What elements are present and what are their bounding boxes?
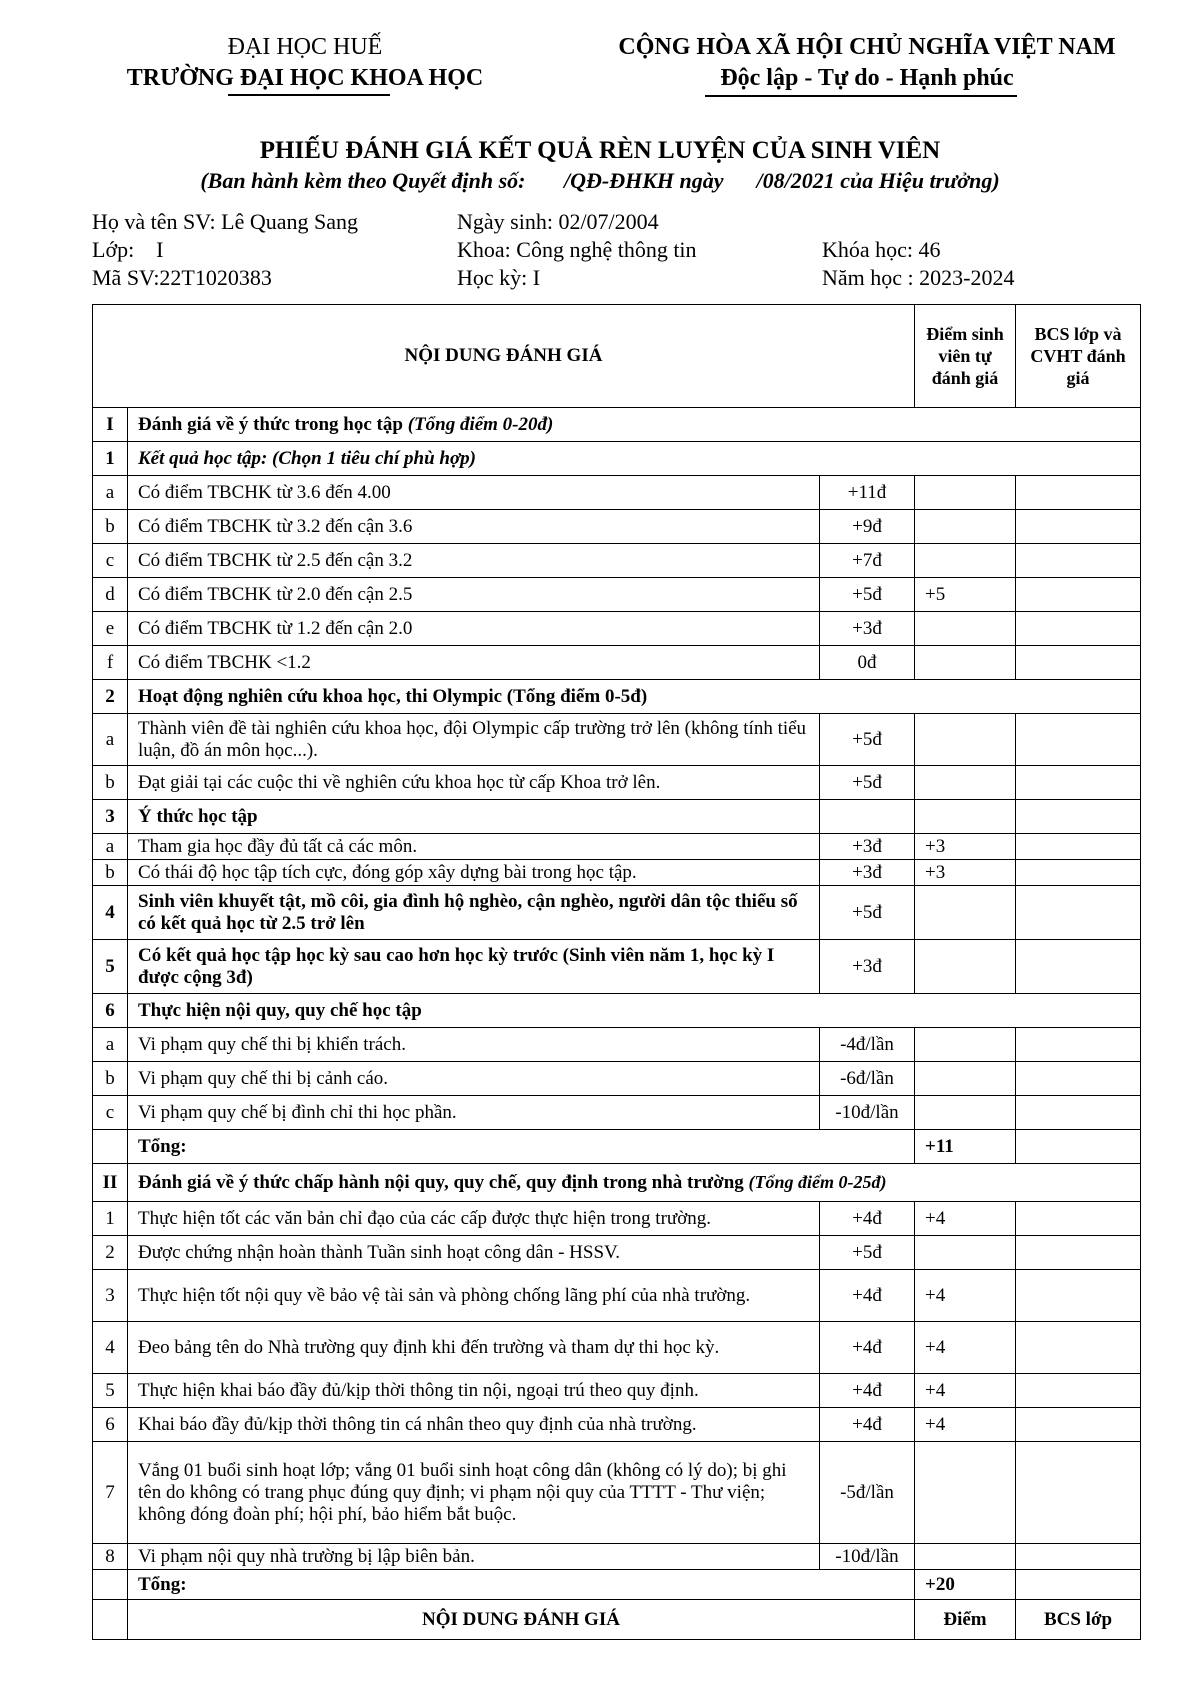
self-score-cell[interactable] (915, 1062, 1016, 1096)
row-number: 5 (93, 1374, 128, 1408)
section-row (93, 408, 1141, 442)
criterion-points: -6đ/lần (820, 1062, 915, 1096)
table-row (93, 1062, 1141, 1096)
criterion-text: Có thái độ học tập tích cực, đóng góp xây dựng bài trong học tập. (128, 860, 820, 886)
criterion-points: +11đ (820, 476, 915, 510)
bcs-score-cell[interactable] (1016, 612, 1141, 646)
criterion-points: +5đ (820, 578, 915, 612)
self-score-cell[interactable] (915, 612, 1016, 646)
row-number: a (93, 476, 128, 510)
row-number (93, 1570, 128, 1600)
page-subtitle: (Ban hành kèm theo Quyết định số: /QĐ-ĐHKH ngày /08/2021 của Hiệu trưởng) (200, 168, 1000, 193)
criterion-text: Có điểm TBCHK từ 3.2 đến cận 3.6 (128, 510, 820, 544)
bcs-score-cell[interactable] (1016, 860, 1141, 886)
criterion-text: Tham gia học đầy đủ tất cả các môn. (128, 834, 820, 860)
row-number: 2 (93, 680, 128, 714)
page-title: PHIẾU ĐÁNH GIÁ KẾT QUẢ RÈN LUYỆN CỦA SINH VIÊN (259, 137, 941, 164)
bcs-score-cell[interactable] (1016, 510, 1141, 544)
row-number: c (93, 1096, 128, 1130)
criterion-text: Thành viên đề tài nghiên cứu khoa học, đội Olympic cấp trường trở lên (không tính tiểu luận, đồ án môn học...). (128, 714, 820, 766)
criterion-points: +4đ (820, 1408, 915, 1442)
table-row (93, 646, 1141, 680)
table-row (93, 476, 1141, 510)
section-text: Đánh giá về ý thức trong học tập (138, 413, 408, 435)
bcs-score-cell[interactable] (1016, 1028, 1141, 1062)
bcs-score-cell[interactable] (1016, 476, 1141, 510)
section-note: (Tổng điểm 0-20đ) (407, 413, 554, 435)
bcs-score-cell[interactable] (1016, 544, 1141, 578)
bcs-score-cell[interactable] (1016, 1408, 1141, 1442)
criterion-points: +4đ (820, 1374, 915, 1408)
section-title (128, 408, 1141, 442)
row-number: 6 (93, 994, 128, 1028)
group-row (93, 800, 1141, 834)
criterion-text: Có điểm TBCHK từ 1.2 đến cận 2.0 (128, 612, 820, 646)
table-row (93, 1096, 1141, 1130)
criterion-text: Vi phạm quy chế thi bị khiển trách. (128, 1028, 820, 1062)
table-row (93, 1202, 1141, 1236)
self-score-cell[interactable] (915, 544, 1016, 578)
self-score-cell[interactable] (915, 646, 1016, 680)
row-number: 8 (93, 1544, 128, 1570)
criterion-points: +4đ (820, 1202, 915, 1236)
total-self-score[interactable]: +20 (915, 1570, 1016, 1600)
bcs-score-cell[interactable] (1016, 1202, 1141, 1236)
row-number: 2 (93, 1236, 128, 1270)
table-row (93, 714, 1141, 766)
section-row (93, 1164, 1141, 1202)
bcs-score-cell[interactable] (1016, 940, 1141, 994)
criterion-text: Thực hiện khai báo đầy đủ/kịp thời thông tin nội, ngoại trú theo quy định. (128, 1374, 820, 1408)
university-header (90, 32, 520, 94)
self-score-cell[interactable] (915, 1544, 1016, 1570)
student-id: Mã SV:22T1020383 (92, 265, 272, 290)
total-label: Tổng: (128, 1570, 915, 1600)
total-row (93, 1130, 1141, 1164)
self-score-cell[interactable] (915, 476, 1016, 510)
bcs-score-cell[interactable] (1016, 766, 1141, 800)
table-row (93, 1322, 1141, 1374)
criterion-points: +4đ (820, 1322, 915, 1374)
country-name: CỘNG HÒA XÃ HỘI CHỦ NGHĨA VIỆT NAM (618, 34, 1116, 60)
group-row (93, 442, 1141, 476)
criterion-points: -5đ/lần (820, 1442, 915, 1544)
self-score-cell[interactable]: +5 (915, 578, 1016, 612)
group-row (93, 994, 1141, 1028)
bcs-score-cell[interactable] (1016, 646, 1141, 680)
criterion-points: +3đ (820, 860, 915, 886)
self-score-cell[interactable]: +4 (915, 1374, 1016, 1408)
criterion-points: +5đ (820, 886, 915, 940)
criterion-points: +3đ (820, 834, 915, 860)
table-row (93, 1544, 1141, 1570)
criterion-text: Có kết quả học tập học kỳ sau cao hơn học kỳ trước (Sinh viên năm 1, học kỳ I được cộng 3đ) (128, 940, 820, 994)
row-number: 1 (93, 442, 128, 476)
criterion-text: Vắng 01 buổi sinh hoạt lớp; vắng 01 buổi sinh hoạt công dân (không có lý do); bị ghi tên do không có trang phục đúng quy định; vi phạm nội quy của TTTT - Thư viện; không đóng đoàn phí; hội phí, bảo hiểm bắt buộc. (128, 1442, 820, 1544)
self-score-cell[interactable] (915, 800, 1016, 834)
header-content: NỘI DUNG ĐÁNH GIÁ (93, 305, 915, 408)
criterion-points: +7đ (820, 544, 915, 578)
table-row (93, 1408, 1141, 1442)
bcs-score-cell[interactable] (1016, 886, 1141, 940)
header-content: NỘI DUNG ĐÁNH GIÁ (128, 1600, 915, 1640)
total-bcs-score[interactable] (1016, 1570, 1141, 1600)
table-row (93, 612, 1141, 646)
row-number: c (93, 544, 128, 578)
row-number (93, 1130, 128, 1164)
university-name: ĐẠI HỌC HUẾ (227, 34, 383, 60)
row-number: a (93, 714, 128, 766)
criterion-points: +3đ (820, 940, 915, 994)
group-title: Thực hiện nội quy, quy chế học tập (128, 994, 1141, 1028)
criterion-text: Vi phạm quy chế thi bị cảnh cáo. (128, 1062, 820, 1096)
row-number: 7 (93, 1442, 128, 1544)
row-number: b (93, 1062, 128, 1096)
criterion-points: +5đ (820, 766, 915, 800)
row-number: 6 (93, 1408, 128, 1442)
group-row (93, 680, 1141, 714)
row-number: b (93, 860, 128, 886)
header-bcs-score: BCS lớp và CVHT đánh giá (1016, 305, 1141, 408)
criterion-points (820, 800, 915, 834)
next-page-header-row (93, 1600, 1141, 1640)
bcs-score-cell[interactable] (1016, 1096, 1141, 1130)
self-score-cell[interactable] (915, 1028, 1016, 1062)
criterion-text: Có điểm TBCHK từ 2.5 đến cận 3.2 (128, 544, 820, 578)
table-row (93, 940, 1141, 994)
total-self-score[interactable]: +11 (915, 1130, 1016, 1164)
criterion-points: -10đ/lần (820, 1096, 915, 1130)
criterion-text: Vi phạm quy chế bị đình chỉ thi học phần. (128, 1096, 820, 1130)
national-header (582, 32, 1152, 94)
row-number: 1 (93, 1202, 128, 1236)
bcs-score-cell[interactable] (1016, 800, 1141, 834)
table-row (93, 578, 1141, 612)
criterion-points: 0đ (820, 646, 915, 680)
criterion-points: +4đ (820, 1270, 915, 1322)
student-semester: Học kỳ: I (457, 265, 541, 290)
self-score-cell[interactable] (915, 714, 1016, 766)
bcs-score-cell[interactable] (1016, 1322, 1141, 1374)
row-number: b (93, 766, 128, 800)
self-score-cell[interactable]: +4 (915, 1322, 1016, 1374)
criterion-points: +3đ (820, 612, 915, 646)
table-row (93, 1270, 1141, 1322)
self-score-cell[interactable] (915, 886, 1016, 940)
row-number: 3 (93, 1270, 128, 1322)
motto-underline (705, 95, 1017, 97)
row-number: 3 (93, 800, 128, 834)
table-row (93, 860, 1141, 886)
row-number: e (93, 612, 128, 646)
bcs-score-cell[interactable] (1016, 1374, 1141, 1408)
criterion-points: -10đ/lần (820, 1544, 915, 1570)
student-year: Năm học : 2023-2024 (822, 265, 1015, 290)
table-row (93, 1028, 1141, 1062)
bcs-score-cell[interactable] (1016, 834, 1141, 860)
table-row (93, 834, 1141, 860)
bcs-score-cell[interactable] (1016, 578, 1141, 612)
national-motto: Độc lập - Tự do - Hạnh phúc (720, 65, 1014, 91)
group-title: Kết quả học tập: (Chọn 1 tiêu chí phù hợp) (128, 442, 1141, 476)
self-score-cell[interactable] (915, 1236, 1016, 1270)
header-bcs-score: BCS lớp (1016, 1600, 1141, 1640)
table-row (93, 510, 1141, 544)
table-row (93, 1374, 1141, 1408)
criterion-text: Được chứng nhận hoàn thành Tuần sinh hoạt công dân - HSSV. (128, 1236, 820, 1270)
row-number: b (93, 510, 128, 544)
section-title (128, 1164, 1141, 1202)
self-score-cell[interactable] (915, 510, 1016, 544)
total-label: Tổng: (128, 1130, 915, 1164)
student-dob: Ngày sinh: 02/07/2004 (457, 209, 659, 234)
bcs-score-cell[interactable] (1016, 1062, 1141, 1096)
student-course: Khóa học: 46 (822, 237, 941, 262)
row-number: 5 (93, 940, 128, 994)
criterion-text: Có điểm TBCHK <1.2 (128, 646, 820, 680)
row-number: a (93, 834, 128, 860)
criterion-points: +9đ (820, 510, 915, 544)
row-number: a (93, 1028, 128, 1062)
bcs-score-cell[interactable] (1016, 1270, 1141, 1322)
group-title: Hoạt động nghiên cứu khoa học, thi Olympic (Tổng điểm 0-5đ) (128, 680, 1141, 714)
school-name: TRƯỜNG ĐẠI HỌC KHOA HỌC (126, 65, 484, 91)
self-score-cell[interactable] (915, 1442, 1016, 1544)
header-self-score: Điểm (915, 1600, 1016, 1640)
criterion-text: Thực hiện tốt các văn bản chỉ đạo của các cấp được thực hiện trong trường. (128, 1202, 820, 1236)
table-row (93, 544, 1141, 578)
self-score-cell[interactable] (915, 766, 1016, 800)
table-row (93, 1236, 1141, 1270)
self-score-cell[interactable]: +4 (915, 1202, 1016, 1236)
bcs-score-cell[interactable] (1016, 714, 1141, 766)
row-number: I (93, 408, 128, 442)
self-score-cell[interactable] (915, 940, 1016, 994)
student-name: Họ và tên SV: Lê Quang Sang (92, 209, 358, 234)
table-header-row (93, 305, 1141, 408)
criterion-points: -4đ/lần (820, 1028, 915, 1062)
self-score-cell[interactable] (915, 1096, 1016, 1130)
section-text: Đánh giá về ý thức chấp hành nội quy, quy chế, quy định trong nhà trường (138, 1172, 749, 1193)
student-faculty: Khoa: Công nghệ thông tin (457, 237, 697, 262)
row-number: f (93, 646, 128, 680)
student-class: Lớp: I (92, 237, 164, 262)
evaluation-table (92, 304, 1141, 1640)
row-number: 4 (93, 886, 128, 940)
criterion-text: Vi phạm nội quy nhà trường bị lập biên bản. (128, 1544, 820, 1570)
table-row (93, 1442, 1141, 1544)
table-row (93, 766, 1141, 800)
section-note: (Tổng điểm 0-25đ) (748, 1172, 887, 1192)
row-number (93, 1600, 128, 1640)
total-bcs-score[interactable] (1016, 1130, 1141, 1164)
header-self-score: Điểm sinh viên tự đánh giá (915, 305, 1016, 408)
criterion-text: Đạt giải tại các cuộc thi về nghiên cứu khoa học từ cấp Khoa trở lên. (128, 766, 820, 800)
row-number: II (93, 1164, 128, 1202)
criterion-points: +5đ (820, 1236, 915, 1270)
criterion-text: Sinh viên khuyết tật, mồ côi, gia đình hộ nghèo, cận nghèo, người dân tộc thiểu số có kết quả học từ 2.5 trở lên (128, 886, 820, 940)
row-number: d (93, 578, 128, 612)
bcs-score-cell[interactable] (1016, 1236, 1141, 1270)
row-number: 4 (93, 1322, 128, 1374)
self-score-cell[interactable]: +4 (915, 1270, 1016, 1322)
table-row (93, 886, 1141, 940)
total-row (93, 1570, 1141, 1600)
bcs-score-cell[interactable] (1016, 1442, 1141, 1544)
school-underline (228, 94, 390, 96)
self-score-cell[interactable]: +3 (915, 860, 1016, 886)
self-score-cell[interactable]: +4 (915, 1408, 1016, 1442)
criterion-text: Khai báo đầy đủ/kịp thời thông tin cá nhân theo quy định của nhà trường. (128, 1408, 820, 1442)
group-title: Ý thức học tập (128, 800, 820, 834)
criterion-text: Thực hiện tốt nội quy về bảo vệ tài sản và phòng chống lãng phí của nhà trường. (128, 1270, 820, 1322)
criterion-text: Đeo bảng tên do Nhà trường quy định khi đến trường và tham dự thi học kỳ. (128, 1322, 820, 1374)
criterion-text: Có điểm TBCHK từ 2.0 đến cận 2.5 (128, 578, 820, 612)
criterion-points: +5đ (820, 714, 915, 766)
self-score-cell[interactable]: +3 (915, 834, 1016, 860)
bcs-score-cell[interactable] (1016, 1544, 1141, 1570)
criterion-text: Có điểm TBCHK từ 3.6 đến 4.00 (128, 476, 820, 510)
